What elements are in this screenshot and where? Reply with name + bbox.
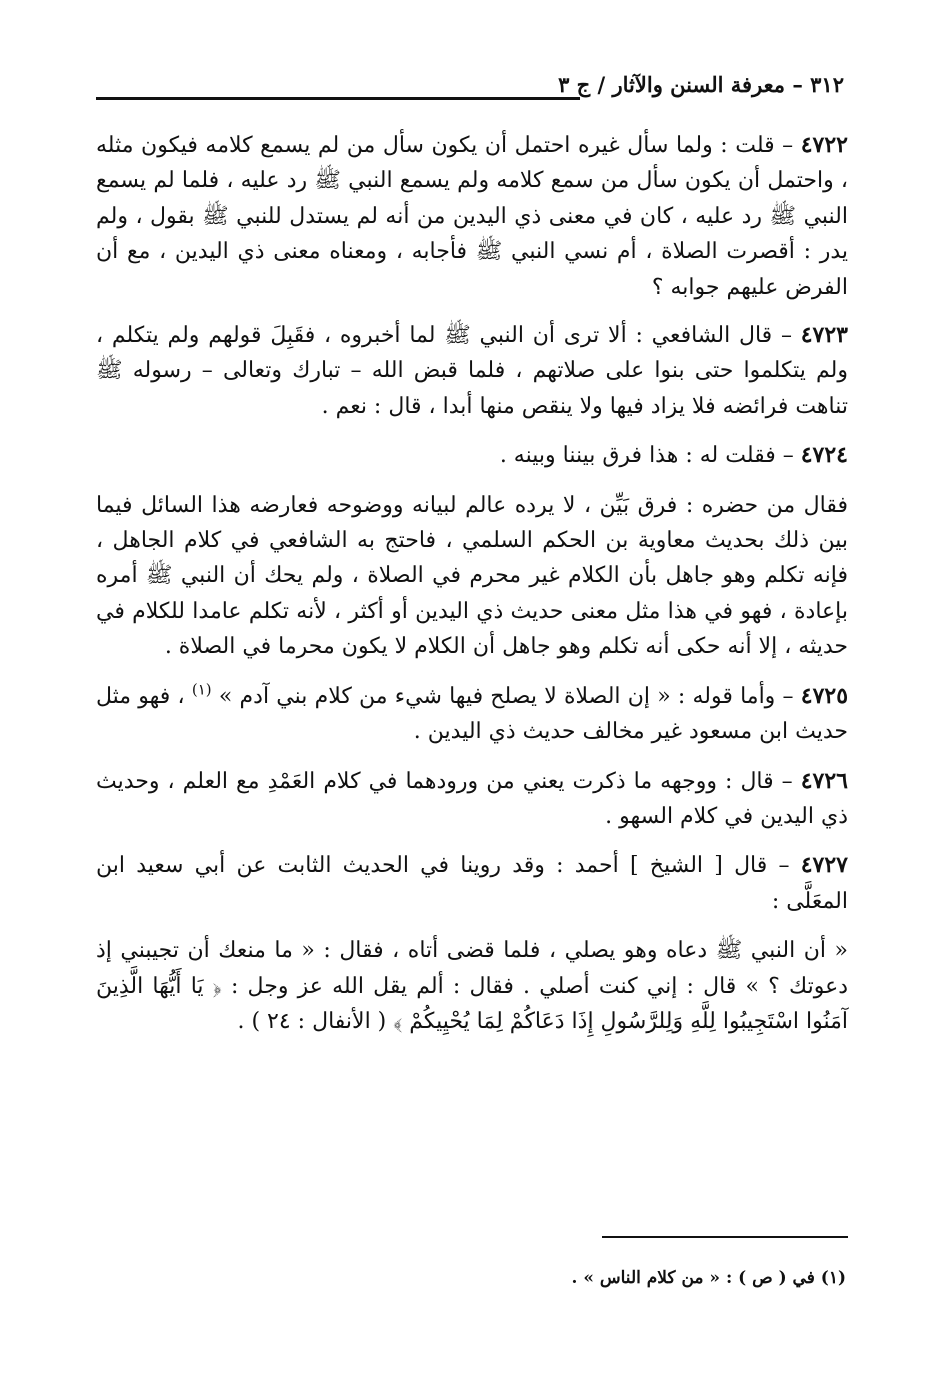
paragraph-number: ٤٧٢٣ <box>800 322 848 349</box>
paragraph-number: ٤٧٢٦ <box>800 767 848 794</box>
footnote-rule <box>602 1236 848 1238</box>
paragraph-number: ٤٧٢٤ <box>800 442 848 469</box>
paragraph-text: « أن النبي ﷺ دعاه وهو يصلي ، فلما قضى أتاه ، فقال : « ما منعك أن تجيبني إذ دعوتك ؟ » قال : إني كنت أصلي . فقال : ألم يقل الله عز وجل : ﴿ يَا أَيُّهَا الَّذِينَ آمَنُوا اسْتَجِيبُوا لِلَّهِ وَلِلرَّسُولِ إِذَا دَعَاكُمْ لِمَا يُحْيِيكُمْ ﴾ ( الأنفال : ٢٤ ) . <box>96 938 848 1034</box>
paragraph-4726 <box>96 764 848 835</box>
paragraph-text: – فقلت له : هذا فرق بيننا وبينه . <box>499 443 801 469</box>
paragraph-4727 <box>96 848 848 919</box>
paragraph-number: ٤٧٢٢ <box>800 132 848 158</box>
paragraph-4724 <box>96 438 848 473</box>
paragraph-4722 <box>96 128 848 305</box>
paragraph-text: – قال [ الشيخ ] أحمد : وقد روينا في الحديث الثابت عن أبي سعيد ابن المعَلَّى : <box>96 853 848 914</box>
paragraph-discussion <box>96 488 848 665</box>
paragraph-text-continued: ، فهو مثل حديث ابن مسعود غير مخالف حديث ذي اليدين . <box>96 683 848 745</box>
header-rule <box>96 97 580 100</box>
running-head: ٣١٢ – معرفة السنن والآثار / ج ٣ <box>558 72 844 97</box>
main-text <box>96 128 848 1053</box>
paragraph-number: ٤٧٢٥ <box>800 682 849 709</box>
paragraph-text: – قلت : ولما سأل غيره احتمل أن يكون سأل من لم يسمع كلامه فيكون مثله ، واحتمل أن يكون سأل من سمع كلامه ولم يسمع النبي ﷺ رد عليه ، فلما لم يسمع النبي ﷺ رد عليه ، كان في معنى ذي اليدين من أنه لم يستدل للنبي ﷺ بقول ، ولم يدر : أقصرت الصلاة ، أم نسي النبي ﷺ فأجابه ، ومعناه معنى ذي اليدين ، مع أن الفرض عليهم جوابه ؟ <box>96 133 848 300</box>
paragraph-text: – قال : ووجهه ما ذكرت يعني من ورودهما في كلام العَمْدِ مع العلم ، وحديث ذي اليدين في كلام السهو . <box>96 768 848 829</box>
paragraph-number: ٤٧٢٧ <box>800 852 848 879</box>
paragraph-text: – وأما قوله : « إن الصلاة لا يصلح فيها شيء من كلام بني آدم » <box>211 683 801 709</box>
paragraph-4725 <box>96 679 848 750</box>
footnote: (١) في ( ص ) : « من كلام الناس » . <box>571 1268 846 1288</box>
paragraph-text: – قال الشافعي : ألا ترى أن النبي ﷺ لما أخبروه ، فقَبِلَ قولهم ولم يتكلم ، ولم يتكلموا حتى بنوا على صلاتهم ، فلما قبض الله – تبارك وتعالى – رسوله ﷺ تناهت فرائضه فلا يزاد فيها ولا ينقص منها أبدا ، قال : نعم . <box>96 323 848 419</box>
paragraph-hadith-quote <box>96 933 848 1039</box>
paragraph-4723 <box>96 318 848 424</box>
paragraph-text: فقال من حضره : فرق بَيِّن ، لا يرده عالم لبيانه ووضوحه فعارضه هذا السائل فيما بين ذلك بحديث معاوية بن الحكم السلمي ، فاحتج به الشافعي في كلام الجاهل ، فإنه تكلم وهو جاهل بأن الكلام غير محرم في الصلاة ، ولم يحك أن النبي ﷺ أمره بإعادة ، فهو في هذا مثل معنى حديث ذي اليدين أو أكثر ، لأنه تكلم عامدا للكلام في حديثه ، إلا أنه حكى أنه تكلم وهو جاهل أن الكلام لا يكون محرما في الصلاة . <box>96 492 848 660</box>
footnote-reference: (١) <box>191 680 212 699</box>
